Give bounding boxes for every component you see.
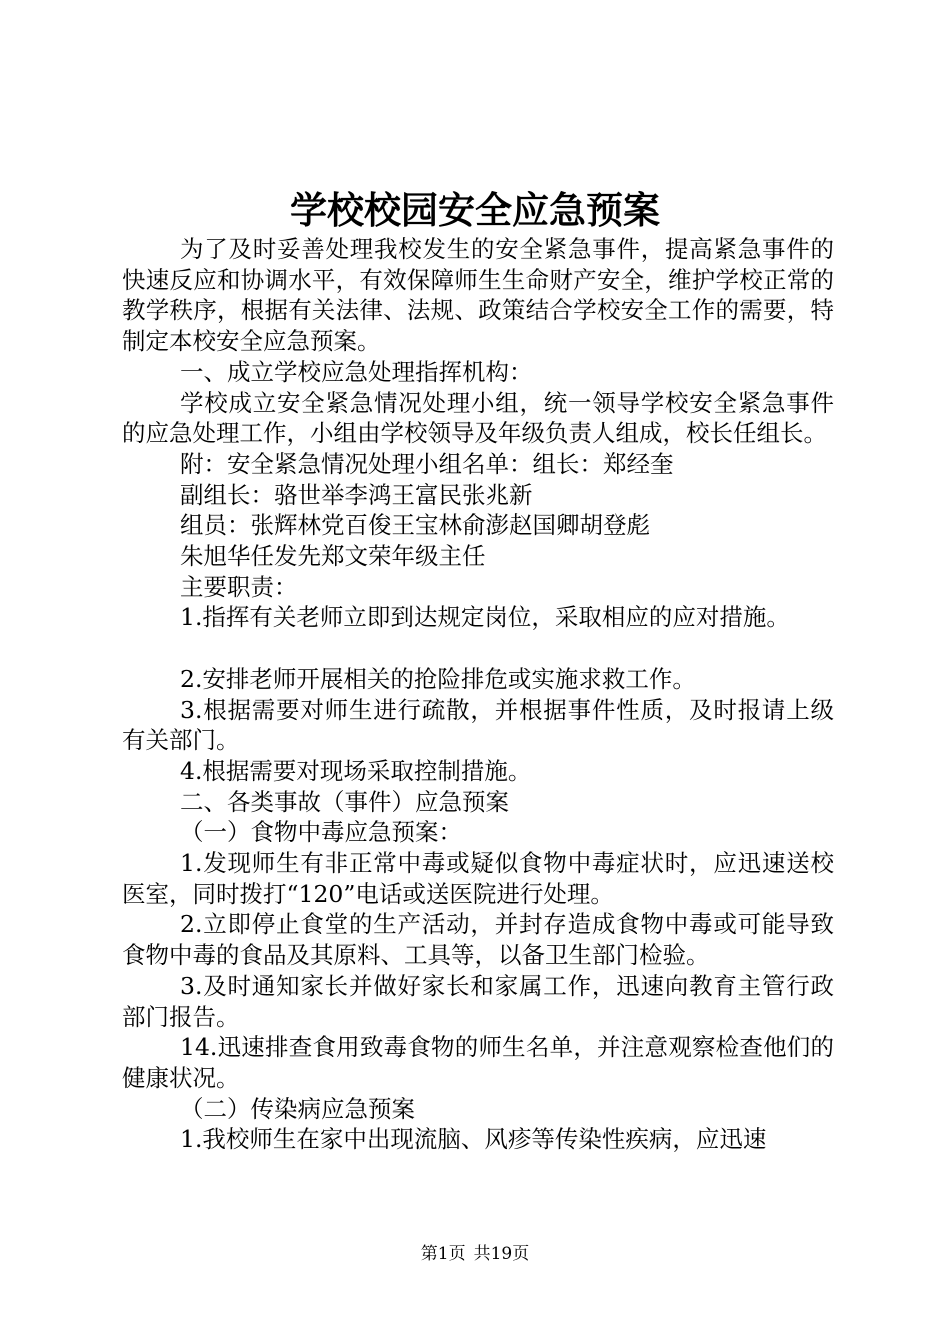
section-heading: 一、成立学校应急处理指挥机构： (180, 357, 533, 386)
list-item: 1.发现师生有非正常中毒或疑似食物中毒症状时，应迅速送校医室，同时拨打“120”电话或送医院进行处理。 (122, 849, 834, 908)
list-item: 3.根据需要对师生进行疏散，并根据事件性质，及时报请上级有关部门。 (122, 695, 834, 755)
paragraph: 组员：张辉林党百俊王宝林俞澎赵国卿胡登彪 (180, 511, 650, 540)
list-item: 2.安排老师开展相关的抢险排危或实施求救工作。 (180, 664, 696, 693)
list-item: 1.指挥有关老师立即到达规定岗位，采取相应的应对措施。 (180, 603, 790, 632)
blank-line (122, 633, 834, 664)
list-item: 1.我校师生在家中出现流脑、风疹等传染性疾病，应迅速 (180, 1125, 767, 1154)
paragraph: 副组长：骆世举李鸿王富民张兆新 (180, 480, 533, 509)
list-item: 14.迅速排查食用致毒食物的师生名单，并注意观察检查他们的健康状况。 (122, 1033, 834, 1092)
list-item: 2.立即停止食堂的生产活动，并封存造成食物中毒或可能导致食物中毒的食品及其原料、工具等，以备卫生部门检验。 (122, 910, 834, 970)
paragraph: 学校成立安全紧急情况处理小组，统一领导学校安全紧急事件的应急处理工作，小组由学校领导及年级负责人组成，校长任组长。 (122, 388, 834, 448)
subsection-heading: （一）食物中毒应急预案： (180, 818, 462, 847)
section-heading: 二、各类事故（事件）应急预案 (180, 787, 509, 816)
page-number: 第1页 (420, 1244, 466, 1264)
document-body (122, 234, 834, 1155)
list-item: 4.根据需要对现场采取控制措施。 (180, 756, 532, 785)
subsection-heading: （二）传染病应急预案 (180, 1094, 415, 1123)
list-item: 3.及时通知家长并做好家长和家属工作，迅速向教育主管行政部门报告。 (122, 971, 834, 1031)
document-title: 学校校园安全应急预案 (290, 188, 660, 232)
paragraph: 为了及时妥善处理我校发生的安全紧急事件，提高紧急事件的快速反应和协调水平，有效保障师生生命财产安全，维护学校正常的教学秩序，根据有关法律、法规、政策结合学校安全工作的需要，特制定本校安全应急预案。 (122, 235, 834, 356)
paragraph: 主要职责： (180, 572, 298, 601)
paragraph: 附：安全紧急情况处理小组名单：组长：郑经奎 (180, 449, 674, 478)
page-total: 共19页 (473, 1244, 530, 1264)
paragraph: 朱旭华任发先郑文荣年级主任 (180, 542, 486, 571)
page-footer (0, 1243, 950, 1265)
